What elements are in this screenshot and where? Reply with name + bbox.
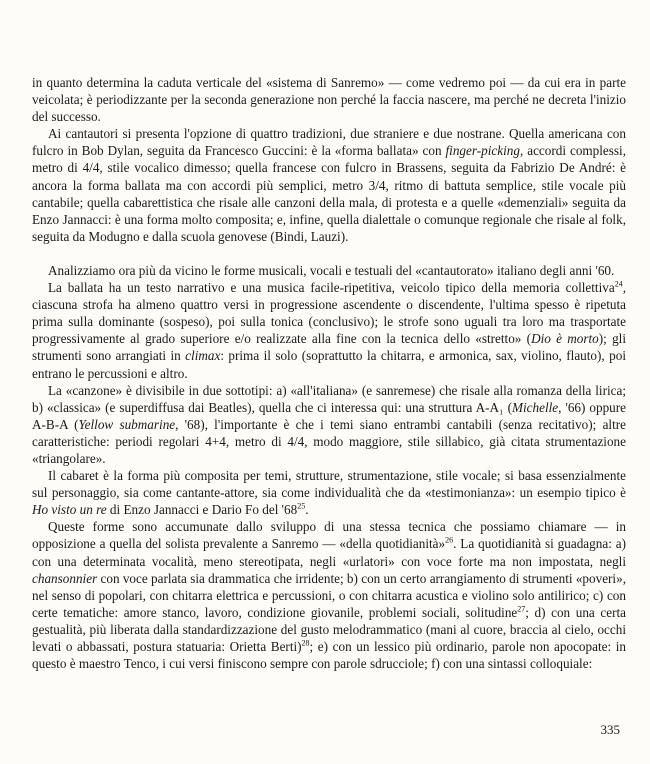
paragraph [32, 74, 626, 125]
page-number: 335 [600, 722, 620, 737]
body-text [32, 74, 626, 672]
italic-text: Ho visto un re [32, 502, 107, 518]
text-run: in quanto determina la caduta verticale del «sistema di Sanremo» — come vedremo poi — da cui era in parte veicolata; è periodizzante per la seconda generazione non perché la faccia nascere, ma perché ne decreta l'inizio del successo. [32, 75, 626, 125]
text-run: Queste forme sono accumunate dallo sviluppo di una stessa tecnica che possiamo chiamare — in opposizione a quella del solista prevalente a Sanremo — «della quotidianità» [32, 519, 626, 552]
text-run: , '66) oppure A-B-A ( [32, 399, 626, 432]
footnote-ref: 25 [297, 501, 306, 511]
italic-text: Dio è morto [531, 331, 599, 347]
text-run: , '68), l'importante è che i temi siano entrambi cantabili (senza recitativo); altre caratteristiche: periodi regolari 4+4, metro di 4/4, modo maggiore, stile sillabico, già citata strumentazione «triangolare». [32, 416, 626, 466]
text-run: La «canzone» è divisibile in due sottotipi: a) «all'italiana» (e sanremese) che risale alla romanza della lirica; b) «classica» (e superdiffusa dai Beatles), quella che ci interessa qui: una struttura A-A₁ ( [32, 382, 626, 415]
text-run: Ai cantautori si presenta l'opzione di quattro tradizioni, due straniere e due nostrane. Quella americana con fulcro in Bob Dylan, seguita da Francesco Guccini: è la «forma ballata» con [32, 126, 626, 159]
paragraph [32, 382, 626, 467]
text-run: . La quotidianità si guadagna: a) con una determinata vocalità, meno stereotipata, negli «urlatori» con voce forte ma non impostata, negli [32, 536, 626, 569]
italic-text: chansonnier [32, 570, 98, 586]
text-run: ; e) con un lessico più ordinario, parole non apocopate: in questo è maestro Tenco, i cui versi finiscono sempre con parole sdrucciole; f) con una sintassi colloquiale: [32, 639, 626, 672]
text-run: , ciascuna strofa ha almeno quattro versi in progressione ascendente o discendente, l'ultima spesso è ripetuta prima sulla dominante (sospeso), poi sulla tonica (conclusivo); le strofe sono uguali tra loro ma trasportate progressivamente al grado superiore e/o realizzate alla fine con la tecnica dello «stretto» ( [32, 280, 626, 347]
text-run: Il cabaret è la forma più composita per temi, strutture, strumentazione, stile vocale; si basa essenzialmente sul personaggio, sia come cantante-attore, sia come individualità che da «testimonianza»: un esempio tipico è [32, 468, 626, 501]
italic-text: climax [185, 348, 221, 364]
paragraph [32, 518, 626, 672]
italic-text: Michelle [512, 399, 559, 415]
text-run: La ballata ha un testo narrativo e una musica facile-ripetitiva, veicolo tipico della memoria collettiva [48, 280, 615, 296]
paragraph [32, 262, 626, 279]
text-run: , accordi complessi, metro di 4/4, stile vocalico dimesso; quella francese con fulcro in Brassens, seguita da Fabrizio De André: è ancora la forma ballata ma con accordi più semplici, metro 3/4, ritmo di battuta semplice, stile vocale più cantabile; quella cabarettistica che risale alle canzoni della mala, di protesta e a quelle «demenziali» seguita da Enzo Jannacci: è una forma molto composita; e, infine, quella dialettale o comunque regionale che risale al folk, seguita da Modugno e dalla scuola genovese (Bindi, Lauzi). [32, 143, 627, 244]
text-run: di Enzo Jannacci e Dario Fo del '68 [106, 502, 298, 518]
footnote-ref: 26 [445, 536, 454, 546]
footnote-ref: 24 [614, 279, 623, 289]
text-run: con voce parlata sia drammatica che irridente; b) con un certo arrangiamento di strumenti «poveri», nel senso di popolari, con chitarra elettrica e percussioni, o con chitarra acustica e violino solo antilirico; c) con certe tematiche: amore stanco, lavoro, condizione giovanile, problemi sociali, solitudine [32, 570, 626, 620]
text-run: ); gli strumenti sono arrangiati in [32, 331, 626, 364]
text-run: Analizziamo ora più da vicino le forme musicali, vocali e testuali del «cantautorato» italiano degli anni '60. [48, 262, 615, 278]
text-run: ; d) con una certa gestualità, più liberata dalla standardizzazione del gusto melodrammatico (mani al cuore, braccia al cielo, occhi levati o abbassati, postura statuaria: Orietta Berti) [32, 604, 626, 654]
italic-text: finger-picking [445, 143, 520, 159]
paragraph [32, 467, 626, 518]
paragraph [32, 125, 626, 245]
footnote-ref: 28 [301, 638, 310, 648]
text-run: : prima il solo (soprattutto la chitarra, e armonica, sax, violino, flauto), poi entrano le percussioni e altro. [32, 348, 626, 381]
paragraph [32, 279, 626, 382]
text-run: . [305, 502, 309, 518]
footnote-ref: 27 [517, 604, 526, 614]
italic-text: Yellow submarine [78, 416, 176, 432]
